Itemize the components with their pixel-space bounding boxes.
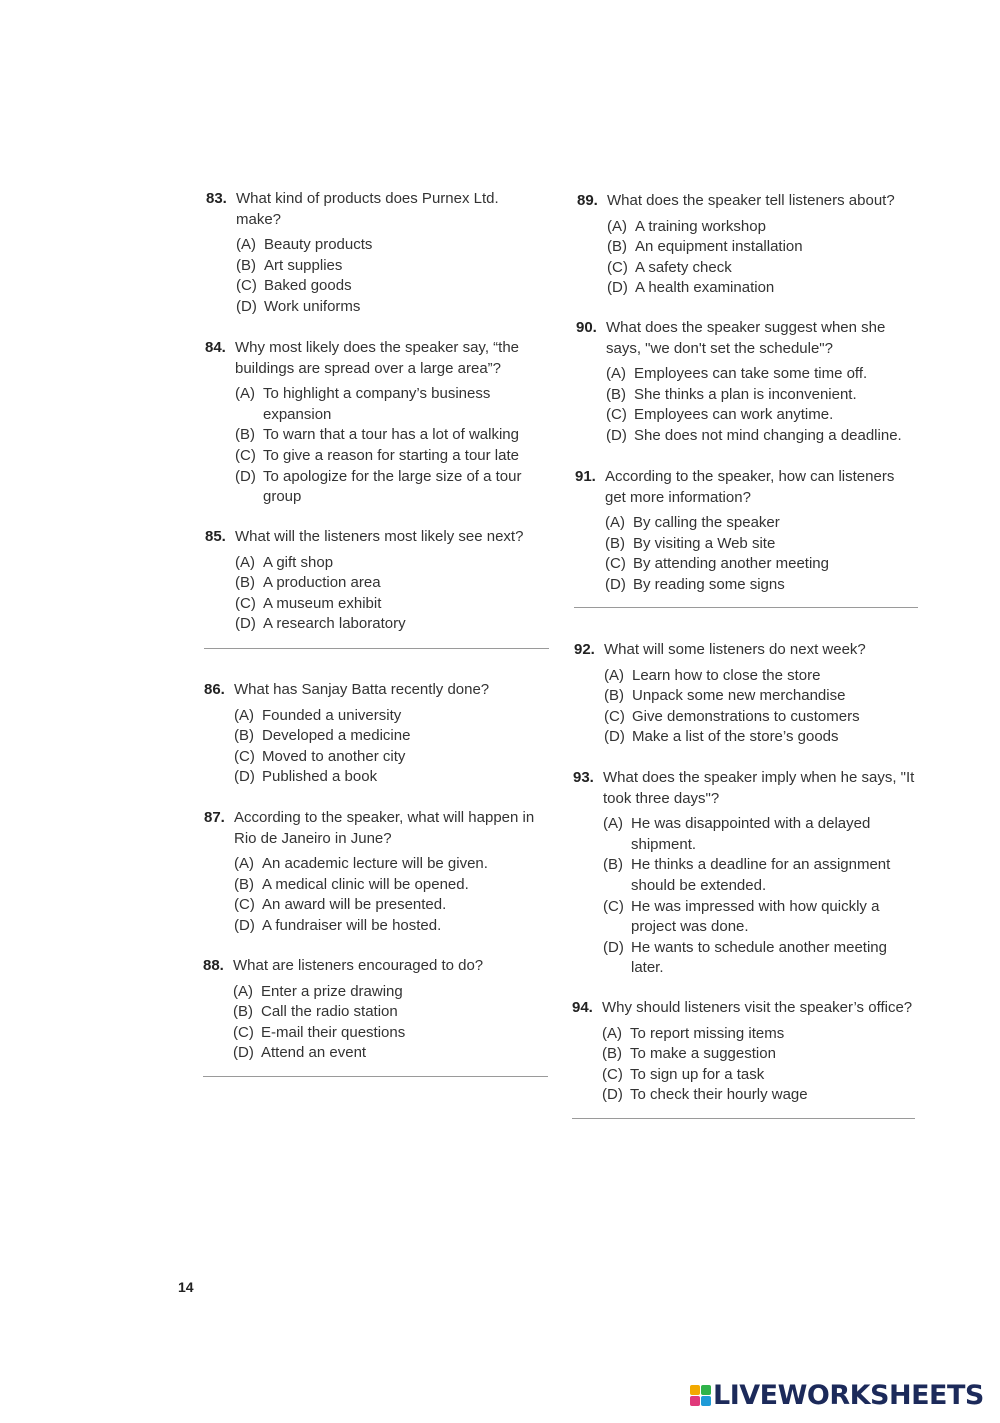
question-93 bbox=[573, 768, 921, 979]
option-a[interactable]: (A) A gift shop bbox=[235, 553, 334, 571]
question-90 bbox=[576, 318, 916, 447]
option-c[interactable]: (C) A museum exhibit bbox=[235, 594, 382, 612]
section-divider bbox=[572, 1118, 915, 1119]
option-c[interactable]: (C) An award will be presented. bbox=[234, 896, 447, 914]
question-number: 85. bbox=[205, 528, 226, 545]
question-text: What are listeners encouraged to do? bbox=[233, 957, 484, 974]
option-d[interactable]: (D) He wants to schedule another meeting later. bbox=[603, 938, 887, 977]
question-text: What does the speaker tell listeners about? bbox=[607, 192, 895, 209]
option-b[interactable]: (B) He thinks a deadline for an assignment should be extended. bbox=[603, 856, 891, 894]
option-c[interactable]: (C) Baked goods bbox=[236, 277, 352, 295]
option-b[interactable]: (B) She thinks a plan is inconvenient. bbox=[606, 385, 857, 403]
option-b[interactable]: (B) Developed a medicine bbox=[234, 727, 411, 745]
question-text: Why most likely does the speaker say, “the buildings are spread over a large area”? bbox=[235, 339, 520, 377]
question-number: 90. bbox=[576, 319, 597, 336]
question-84 bbox=[205, 338, 535, 508]
option-b[interactable]: (B) Art supplies bbox=[236, 256, 343, 274]
section-divider bbox=[204, 648, 549, 649]
page-number: 14 bbox=[178, 1279, 194, 1295]
option-b[interactable]: (B) A production area bbox=[235, 574, 381, 592]
question-83 bbox=[206, 189, 526, 318]
question-text: What will the listeners most likely see next? bbox=[235, 528, 524, 545]
option-d[interactable]: (D) To check their hourly wage bbox=[602, 1086, 808, 1104]
question-number: 88. bbox=[203, 957, 224, 974]
question-number: 94. bbox=[572, 999, 593, 1016]
question-text: According to the speaker, how can listeners get more information? bbox=[605, 468, 895, 506]
question-88 bbox=[203, 956, 543, 1064]
option-d[interactable]: (D) A fundraiser will be hosted. bbox=[234, 916, 442, 934]
question-89 bbox=[577, 191, 917, 299]
question-number: 86. bbox=[204, 681, 225, 698]
option-a[interactable]: (A) Employees can take some time off. bbox=[606, 365, 868, 383]
option-a[interactable]: (A) He was disappointed with a delayed shipment. bbox=[603, 815, 871, 853]
option-d[interactable]: (D) Published a book bbox=[234, 768, 378, 786]
question-number: 93. bbox=[573, 769, 594, 786]
option-a[interactable]: (A) An academic lecture will be given. bbox=[234, 855, 488, 873]
question-87 bbox=[204, 808, 544, 937]
liveworksheets-brand[interactable] bbox=[690, 1380, 984, 1411]
option-a[interactable]: (A) Learn how to close the store bbox=[604, 666, 821, 684]
option-a[interactable]: (A) To report missing items bbox=[602, 1024, 785, 1042]
question-85 bbox=[205, 527, 545, 635]
brand-name: LIVEWORKSHEETS bbox=[713, 1380, 984, 1411]
option-b[interactable]: (B) A medical clinic will be opened. bbox=[234, 875, 469, 893]
option-c[interactable]: (C) By attending another meeting bbox=[605, 555, 829, 573]
option-a[interactable]: (A) To highlight a company’s business expansion bbox=[235, 385, 491, 423]
option-a[interactable]: (A) Beauty products bbox=[236, 236, 373, 254]
question-number: 83. bbox=[206, 190, 227, 207]
question-number: 87. bbox=[204, 809, 225, 826]
option-c[interactable]: (C) Give demonstrations to customers bbox=[604, 707, 860, 725]
question-86 bbox=[204, 680, 544, 788]
option-c[interactable]: (C) He was impressed with how quickly a project was done. bbox=[603, 897, 880, 936]
section-divider bbox=[203, 1076, 548, 1077]
option-b[interactable]: (B) Call the radio station bbox=[233, 1003, 398, 1021]
option-b[interactable]: (B) By visiting a Web site bbox=[605, 534, 776, 552]
option-d[interactable]: (D) Make a list of the store’s goods bbox=[604, 728, 839, 746]
question-91 bbox=[575, 467, 915, 596]
option-c[interactable]: (C) Moved to another city bbox=[234, 747, 406, 765]
option-a[interactable]: (A) A training workshop bbox=[607, 217, 766, 235]
option-d[interactable]: (D) A research laboratory bbox=[235, 615, 406, 633]
option-b[interactable]: (B) An equipment installation bbox=[607, 238, 803, 256]
question-text: What has Sanjay Batta recently done? bbox=[234, 681, 490, 698]
option-d[interactable]: (D) A health examination bbox=[607, 279, 775, 297]
question-number: 89. bbox=[577, 192, 598, 209]
question-text: According to the speaker, what will happen in Rio de Janeiro in June? bbox=[234, 809, 535, 847]
option-c[interactable]: (C) E-mail their questions bbox=[233, 1023, 406, 1041]
question-number: 84. bbox=[205, 339, 226, 356]
question-94 bbox=[572, 998, 920, 1106]
question-92 bbox=[574, 640, 914, 748]
option-c[interactable]: (C) Employees can work anytime. bbox=[606, 406, 834, 424]
question-text: What does the speaker suggest when she says, "we don't set the schedule"? bbox=[606, 319, 886, 357]
section-divider bbox=[574, 607, 918, 608]
option-d[interactable]: (D) By reading some signs bbox=[605, 575, 785, 593]
question-text: What does the speaker imply when he says, "It took three days"? bbox=[603, 769, 915, 807]
option-a[interactable]: (A) Enter a prize drawing bbox=[233, 982, 403, 1000]
option-c[interactable]: (C) To sign up for a task bbox=[602, 1065, 765, 1083]
liveworksheets-logo-icon bbox=[690, 1385, 711, 1406]
option-d[interactable]: (D) Attend an event bbox=[233, 1044, 367, 1062]
option-b[interactable]: (B) To make a suggestion bbox=[602, 1045, 776, 1063]
option-c[interactable]: (C) To give a reason for starting a tour late bbox=[235, 446, 519, 464]
option-c[interactable]: (C) A safety check bbox=[607, 258, 732, 276]
option-a[interactable]: (A) By calling the speaker bbox=[605, 514, 780, 532]
question-text: What kind of products does Purnex Ltd. make? bbox=[236, 190, 499, 228]
option-d[interactable]: (D) She does not mind changing a deadline. bbox=[606, 426, 902, 444]
question-text: Why should listeners visit the speaker’s office? bbox=[602, 999, 913, 1016]
option-b[interactable]: (B) Unpack some new merchandise bbox=[604, 687, 846, 705]
option-b[interactable]: (B) To warn that a tour has a lot of walking bbox=[235, 426, 519, 444]
option-a[interactable]: (A) Founded a university bbox=[234, 706, 402, 724]
question-text: What will some listeners do next week? bbox=[604, 641, 866, 658]
option-d[interactable]: (D) Work uniforms bbox=[236, 297, 361, 315]
option-d[interactable]: (D) To apologize for the large size of a tour group bbox=[235, 467, 522, 506]
question-number: 92. bbox=[574, 641, 595, 658]
question-number: 91. bbox=[575, 468, 596, 485]
